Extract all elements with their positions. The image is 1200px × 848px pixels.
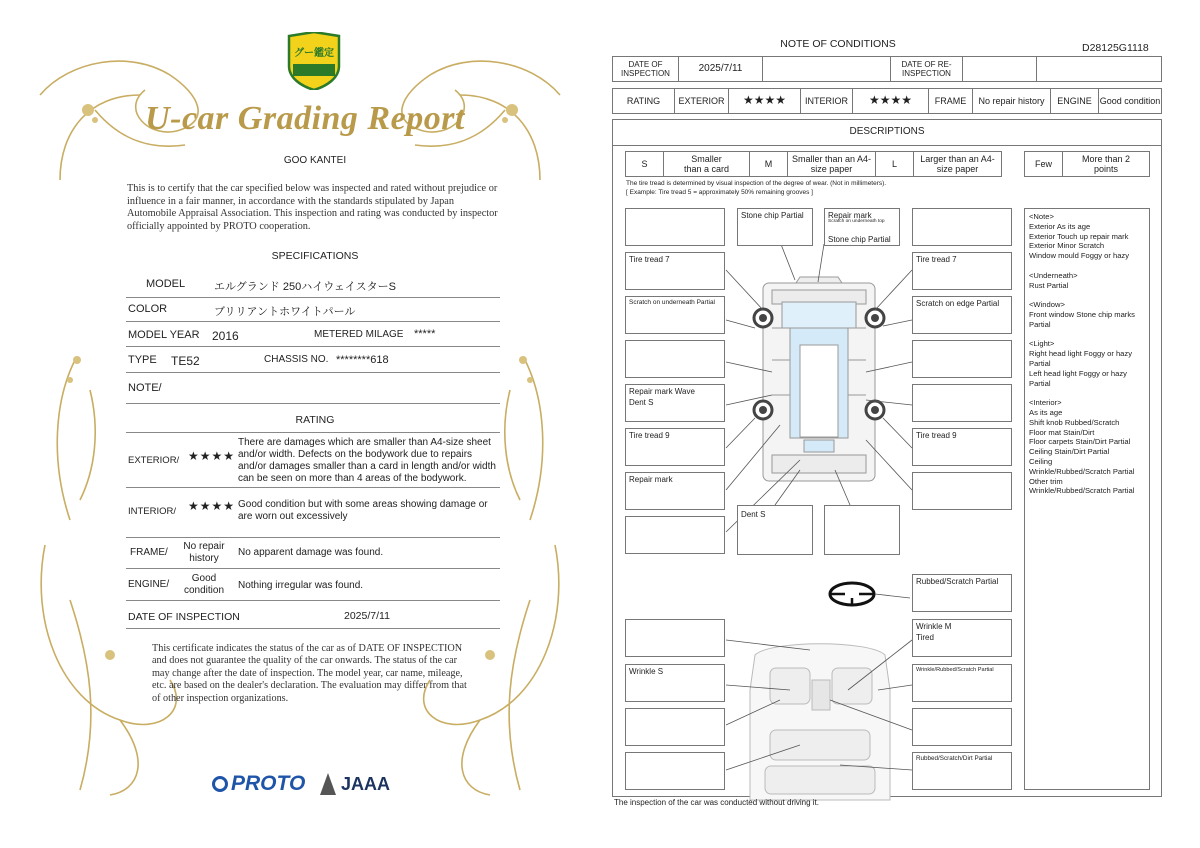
label-tired: Tired (916, 633, 934, 642)
mileage-value: ***** (414, 328, 436, 340)
year-value: 2016 (212, 329, 239, 343)
date-reinsp-label: DATE OF RE-INSPECTION (891, 57, 963, 81)
jaaa-logo (320, 770, 390, 798)
date-label: DATE OF INSPECTION (128, 611, 240, 623)
frame-label: FRAME (929, 89, 973, 113)
label-repair-wave: Repair mark Wave (629, 387, 695, 396)
model-row (126, 272, 500, 298)
color-label: COLOR (128, 303, 168, 315)
report-title: U-car Grading Report (145, 100, 465, 137)
label-repair-mark-top-2: Stone chip Partial (828, 235, 891, 244)
tire-note: The tire tread is determined by visual inspection of the degree of wear. (Not in millimeters). (626, 180, 887, 187)
engine-value: Good condition (183, 573, 225, 596)
box-wrinkle-rubbed (912, 664, 1012, 702)
box-rubbed-dirt (912, 752, 1012, 790)
tire-example: [ Example: Tire tread 5 = approximately 50% remaining grooves ] (626, 189, 813, 196)
box-l-int-3 (625, 708, 725, 746)
exterior-stars: ★★★★ (188, 449, 236, 463)
color-value: ブリリアントホワイトパール (214, 306, 356, 318)
car-interior-view (750, 644, 890, 800)
label-wrinkle-s: Wrinkle S (629, 667, 664, 676)
jaaa-logo-text: JAAA (341, 773, 391, 794)
notes-box (1024, 208, 1150, 790)
box-scratch-edge (912, 296, 1012, 334)
engine-label: ENGINE (1051, 89, 1099, 113)
date-insp-label: DATE OF INSPECTION (613, 57, 679, 81)
label-dent-s-rear: Dent S (741, 510, 766, 519)
legend-l-text: Larger than an A4-size paper (920, 153, 995, 174)
report-subtitle: GOO KANTEI (283, 155, 347, 166)
noc-title: NOTE OF CONDITIONS (780, 38, 896, 50)
interior-desc: Good condition but with some areas showing damage or are worn out excessively (238, 499, 488, 522)
box-repair-mark-rear (625, 472, 725, 510)
label-tire-fl: Tire tread 7 (629, 255, 670, 264)
mileage-label: METERED MILAGE (314, 329, 404, 340)
interior-row (126, 488, 500, 538)
legend-few-key: Few (1025, 152, 1063, 176)
legend-m-text: Smaller than an A4-size paper (788, 152, 876, 176)
box-l1 (625, 208, 725, 246)
steering-wheel-icon (830, 583, 874, 605)
frame-value: No repair history (183, 541, 225, 564)
chassis-label: CHASSIS NO. (264, 354, 329, 365)
engine-row (126, 569, 500, 601)
exterior-row (126, 434, 500, 488)
doc-id: D28125G1118 (1082, 42, 1149, 54)
box-r5 (912, 384, 1012, 422)
label-rubbed-scratch: Rubbed/Scratch Partial (916, 577, 999, 586)
box-tire-fl (625, 252, 725, 290)
label-repair-mark-top: Repair mark (828, 211, 872, 220)
goo-kantei-badge (287, 32, 341, 90)
interior-label: INTERIOR (801, 89, 853, 113)
box-tire-rr (912, 428, 1012, 466)
box-repair-mark-top (824, 208, 900, 246)
box-stone-chip (737, 208, 813, 246)
legend-s-text: Smaller than a card (664, 152, 750, 176)
exterior-label: EXTERIOR/ (128, 455, 180, 466)
year-label: MODEL YEAR (128, 329, 200, 341)
frame-row (126, 538, 500, 569)
box-r4 (912, 340, 1012, 378)
label-scratch-under: Scratch on underneath Partial (629, 299, 715, 306)
box-l-int-1 (625, 619, 725, 657)
type-row (126, 347, 500, 373)
car-top-view (763, 277, 875, 481)
label-wrinkle-m: Wrinkle M (916, 622, 952, 631)
legend-few-text: More than 2 points (1081, 153, 1131, 174)
label-scratch-edge: Scratch on edge Partial (916, 299, 1000, 308)
engine-value: Good condition (1099, 95, 1161, 106)
label-dent-s-left: Dent S (629, 398, 654, 407)
date-value: 2025/7/11 (344, 610, 390, 622)
box-r7 (912, 472, 1012, 510)
proto-logo-text: PROTO (231, 772, 306, 795)
date-insp-value: 2025/7/11 (679, 57, 763, 81)
legend-m-key: M (750, 152, 788, 176)
interior-stars: ★★★★ (853, 89, 929, 113)
noc-footer: The inspection of the car was conducted without driving it. (614, 798, 819, 807)
legend-s-key: S (626, 152, 664, 176)
label-tire-fr: Tire tread 7 (916, 255, 957, 264)
year-row (126, 322, 500, 347)
frame-label: FRAME/ (130, 547, 168, 558)
box-scratch-under (625, 296, 725, 334)
color-row (126, 298, 500, 322)
box-dent-s-rear (737, 505, 813, 555)
engine-desc: Nothing irregular was found. (238, 580, 364, 591)
note-row (126, 373, 500, 404)
box-wrinkle-s (625, 664, 725, 702)
box-r-int-4 (912, 708, 1012, 746)
label-stone-chip: Stone chip Partial (741, 211, 804, 220)
box-l-int-4 (625, 752, 725, 790)
footer-text: This certificate indicates the status of the car as of DATE OF INSPECTION and does not guarantee the quality of the car onwards. The status of the car may change after the date of inspection. The model year, car name, mileage, etc. are based on the dealer's declaration. The evaluation may differ from that of other inspection organizations. (152, 643, 467, 704)
legend-l-key: L (876, 152, 914, 176)
label-repair-mark-top-small: Scratch on underneath top (828, 219, 885, 224)
proto-logo (212, 770, 305, 798)
box-l8 (625, 516, 725, 554)
interior-stars: ★★★★ (188, 499, 236, 513)
model-value: エルグランド 250ハイウェイスターS (214, 281, 396, 293)
frame-desc: No apparent damage was found. (238, 547, 384, 558)
intro-text: This is to certify that the car specified below was inspected and rated without prejudice or influence in a fair manner, in accordance with the standards stipulated by Japan Automobile Appraisal Association. This inspection and rating was conducted by inspector officially appointed by PROTO cooperation. (127, 183, 498, 232)
rating-divider (126, 432, 500, 433)
specifications-heading: SPECIFICATIONS (271, 250, 359, 262)
box-repair-wave (625, 384, 725, 422)
type-value: TE52 (171, 354, 200, 368)
model-label: MODEL (146, 278, 186, 290)
box-c-bottom-2 (824, 505, 900, 555)
frame-value: No repair history (973, 89, 1051, 113)
box-r1 (912, 208, 1012, 246)
label-tire-rl: Tire tread 9 (629, 431, 670, 440)
exterior-stars: ★★★★ (729, 89, 801, 113)
notes-text: <Note> Exterior As its age Exterior Touch up repair mark Exterior Minor Scratch Window mould Foggy or hazy <Underneath> Rust Partial <Window> Front window Stone chip marks Partial <Light> Right head light Foggy or hazy Partial Left head light Foggy or hazy Partial <Interior> As its age Shift knob Rubbed/Scratch Floor mat Stain/Dirt Floor carpets Stain/Dirt Partial Ceiling Stain/Dirt Partial Ceiling Wrinkle/Rubbed/Scratch Partial Other trim Wrinkle/Rubbed/Scratch Partial (1029, 212, 1135, 496)
exterior-label: EXTERIOR (675, 89, 729, 113)
note-label: NOTE/ (128, 382, 162, 394)
label-repair-mark-rear: Repair mark (629, 475, 673, 484)
box-rubbed-scratch (912, 574, 1012, 612)
label-tire-rr: Tire tread 9 (916, 431, 957, 440)
note-of-conditions (600, 0, 1200, 848)
badge-text: グー鑑定 (294, 48, 334, 59)
exterior-desc: There are damages which are smaller than A4-size sheet and/or width. Defects on the bodywork due to repairs and/or damages smaller than a card in length and/or width can be seen on more than 4 areas of the bodywork. (238, 437, 496, 484)
badge-shield-icon (287, 32, 341, 90)
box-tire-fr (912, 252, 1012, 290)
chassis-value: ********618 (336, 354, 389, 366)
descriptions-heading: DESCRIPTIONS (849, 126, 925, 137)
interior-label: INTERIOR/ (128, 506, 177, 517)
box-tire-rl (625, 428, 725, 466)
date-row (126, 601, 500, 629)
box-l4 (625, 340, 725, 378)
box-wrinkle-m (912, 619, 1012, 657)
engine-label: ENGINE/ (128, 579, 170, 590)
rating-heading: RATING (295, 414, 335, 426)
proto-logo-icon (212, 776, 228, 792)
type-label: TYPE (128, 354, 157, 366)
label-rubbed-dirt: Rubbed/Scratch/Dirt Partial (916, 755, 993, 762)
rating-label: RATING (613, 89, 675, 113)
jaaa-logo-icon (320, 773, 336, 795)
label-wrinkle-rubbed: Wrinkle/Rubbed/Scratch Partial (916, 667, 994, 673)
